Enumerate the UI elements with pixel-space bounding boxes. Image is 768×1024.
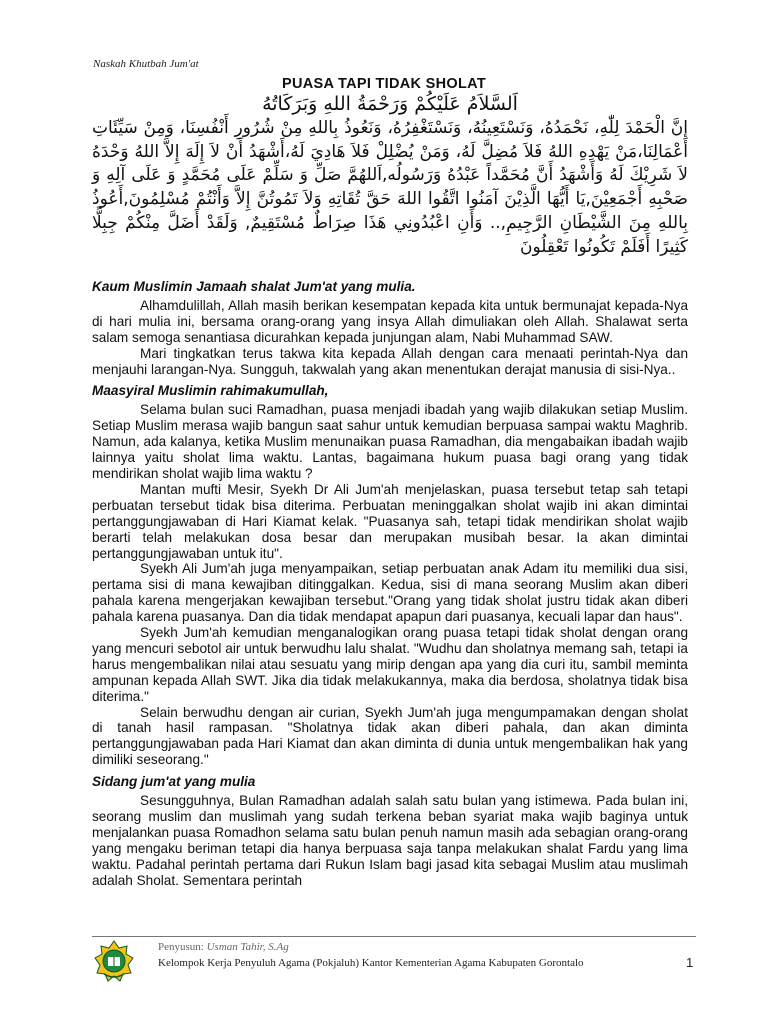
paragraph: Syekh Jum'ah kemudian menganalogikan orang puasa tetapi tidak sholat dengan orang yang mencuri sebotol air untuk berwudhu lalu shalat. "Wudhu dan sholatnya memang sah, tetapi ia harus mengembalikan nilai atau sesuatu yang mirip dengan apa yang dia curi itu, sambil meminta ampunan kepada Allah SWT. Jika dia tidak melakukannya, maka dia berdosa, sholatnya tidak bisa diterima." xyxy=(92,625,688,704)
section-heading: Sidang jum'at yang mulia xyxy=(92,774,256,790)
sermon-body xyxy=(92,279,688,889)
footer-author xyxy=(158,941,289,953)
paragraph: Selama bulan suci Ramadhan, puasa menjadi ibadah yang wajib dilakukan setiap Muslim. Setiap Muslim merasa wajib bangun saat sahur untuk kemudian berpuasa sampai waktu Maghrib. Namun, ada kalanya, ketika Muslim menunaikan puasa Ramadhan, dia mengabaikan ibadah wajib lainnya yaitu sholat lima waktu. Lantas, bagaimana hukum puasa bagi orang yang tidak mendirikan sholat wajib lima waktu ? xyxy=(92,402,688,481)
footer-divider xyxy=(92,936,696,937)
arabic-text: إنَّ الْحَمْدَ لِلّٰهِ، نَحْمَدُهُ، وَنَسْتَعِينُهُ، وَنَسْتَغْفِرُهُ، وَنَعُوذُ بِاللهِ مِنْ شُرُورِ أَنْفُسِنَا، وَمِنْ سَيِّئَاتِ أَعْمَالِنَا،مَنْ يَهْدِهِ اللهُ فَلاَ مُضِلَّ لَهُ، وَمَنْ يُضْلِلْ فَلاَ هَادِيَ لَهُ،أَشْهَدُ أَنْ لاَ إِلَهَ إِلاَّ اللهُ وَحْدَهُ لاَ شَرِيْكَ لَهُ وَأَشْهَدُ أَنَّ مُحَمَّداً عَبْدُهُ وَرَسُولُه,اَللهُمَّ صَلِّ وَ سَلِّمْ عَلَى مُحَمَّدٍ وَ عَلَى آلِهِ وَ صَحْبِهِ أَجْمَعِيْنَ,يَا أَيُّهَا الَّذِيْنَ آمَنُوا اتَّقُوا اللهَ حَقَّ تُقَاتِهِ وَلاَ تَمُوتُنَّ إِلاَّ وَأَنْتُمْ مُسْلِمُونَ,أَعُوذُ بِاللهِ مِنَ الشَّيْطَانِ الرَّجِيمِ,.. وَأَنِ اعْبُدُونِي هَذَا صِرَاطٌ مُسْتَقِيمٌ, وَلَقَدْ أَضَلَّ مِنْكُمْ جِبِلًّا كَثِيرًا أَفَلَمْ تَكُونُوا تَعْقِلُونَ xyxy=(92,117,688,257)
paragraph: Selain berwudhu dengan air curian, Syekh Jum'ah juga mengumpamakan dengan sholat di tanah hasil rampasan. "Sholatnya tidak akan diberi pahala, dan akan diminta pertanggungjawaban pada Hari Kiamat dan akan diminta di dunia untuk mengembalikan hak yang dimiliki seseorang." xyxy=(92,704,688,768)
page-number: 1 xyxy=(686,955,694,970)
header-label: Naskah Khutbah Jum'at xyxy=(93,58,199,70)
author-prefix: Penyusun: xyxy=(158,941,207,953)
kemenag-emblem-icon xyxy=(93,940,135,982)
footer-organization: Kelompok Kerja Penyuluh Agama (Pokjaluh) Kantor Kementerian Agama Kabupaten Gorontalo xyxy=(158,957,584,969)
paragraph: Mantan mufti Mesir, Syekh Dr Ali Jum'ah menjelaskan, puasa tersebut tetap sah tetapi perbuatan tersebut tidak bisa diterima. Perbuatan meninggalkan sholat wajib ini akan dimintai pertanggungjawaban di Hari Kiamat kelak. "Puasanya sah, tetapi tidak mendirikan sholat wajib berarti telah melakukan dosa besar dan merupakan musibah besar. Ia akan dimintai pertanggungjawaban untuk itu". xyxy=(92,481,688,561)
author-name: Usman Tahir, S.Ag xyxy=(206,941,289,953)
section-heading: Kaum Muslimin Jamaah shalat Jum'at yang mulia. xyxy=(92,279,416,294)
paragraph: Sesungguhnya, Bulan Ramadhan adalah salah satu bulan yang istimewa. Pada bulan ini, seorang muslim dan muslimah yang sudah terkena beban syariat maka wajib baginya untuk menjalankan puasa Romadhon selama satu bulan penuh namun masih ada sebagian orang-orang yang mengaku beriman tetapi dia hanya berpuasa saja tanpa melakukan shalat Fardu yang lima waktu. Padahal perintah pertama dari Rukun Islam bagi jasad kita sebagai Muslim atau muslimah adalah Sholat. Sementara perintah xyxy=(92,793,688,888)
paragraph: Syekh Ali Jum'ah juga menyampaikan, setiap perbuatan anak Adam itu memiliki dua sisi, pertama sisi di mana kewajiban ditinggalkan. Kedua, sisi di mana seorang Muslim akan diberi pahala karena mengerjakan kewajiban tersebut."Orang yang tidak sholat justru tidak akan diberi pahala karena puasanya. Dan dia tidak mendapat apapun dari puasanya, kecuali lapar dan haus". xyxy=(92,561,688,625)
arabic-salam: اَلسَّلاَمُ عَلَيْكُمْ وَرَحْمَةُ اللهِ وَبَرَكَاتُهُ xyxy=(262,93,518,115)
document-title: PUASA TAPI TIDAK SHOLAT xyxy=(282,76,486,92)
section-heading: Maasyiral Muslimin rahimakumullah, xyxy=(92,383,329,399)
arabic-opening xyxy=(92,93,688,260)
paragraph: Alhamdulillah, Allah masih berikan kesempatan kepada kita untuk bermunajat kepada-Nya di hari mulia ini, bersama orang-orang yang insya Allah dimuliakan oleh Allah. Shalawat serta salam semoga senantiasa dicurahkan kepada junjungan alam, Nabi Muhammad SAW. xyxy=(92,297,688,345)
paragraph: Mari tingkatkan terus takwa kita kepada Allah dengan cara menaati perintah-Nya dan menjauhi larangan-Nya. Sungguh, takwalah yang akan menentukan derajat manusia di sisi-Nya.. xyxy=(92,345,688,377)
